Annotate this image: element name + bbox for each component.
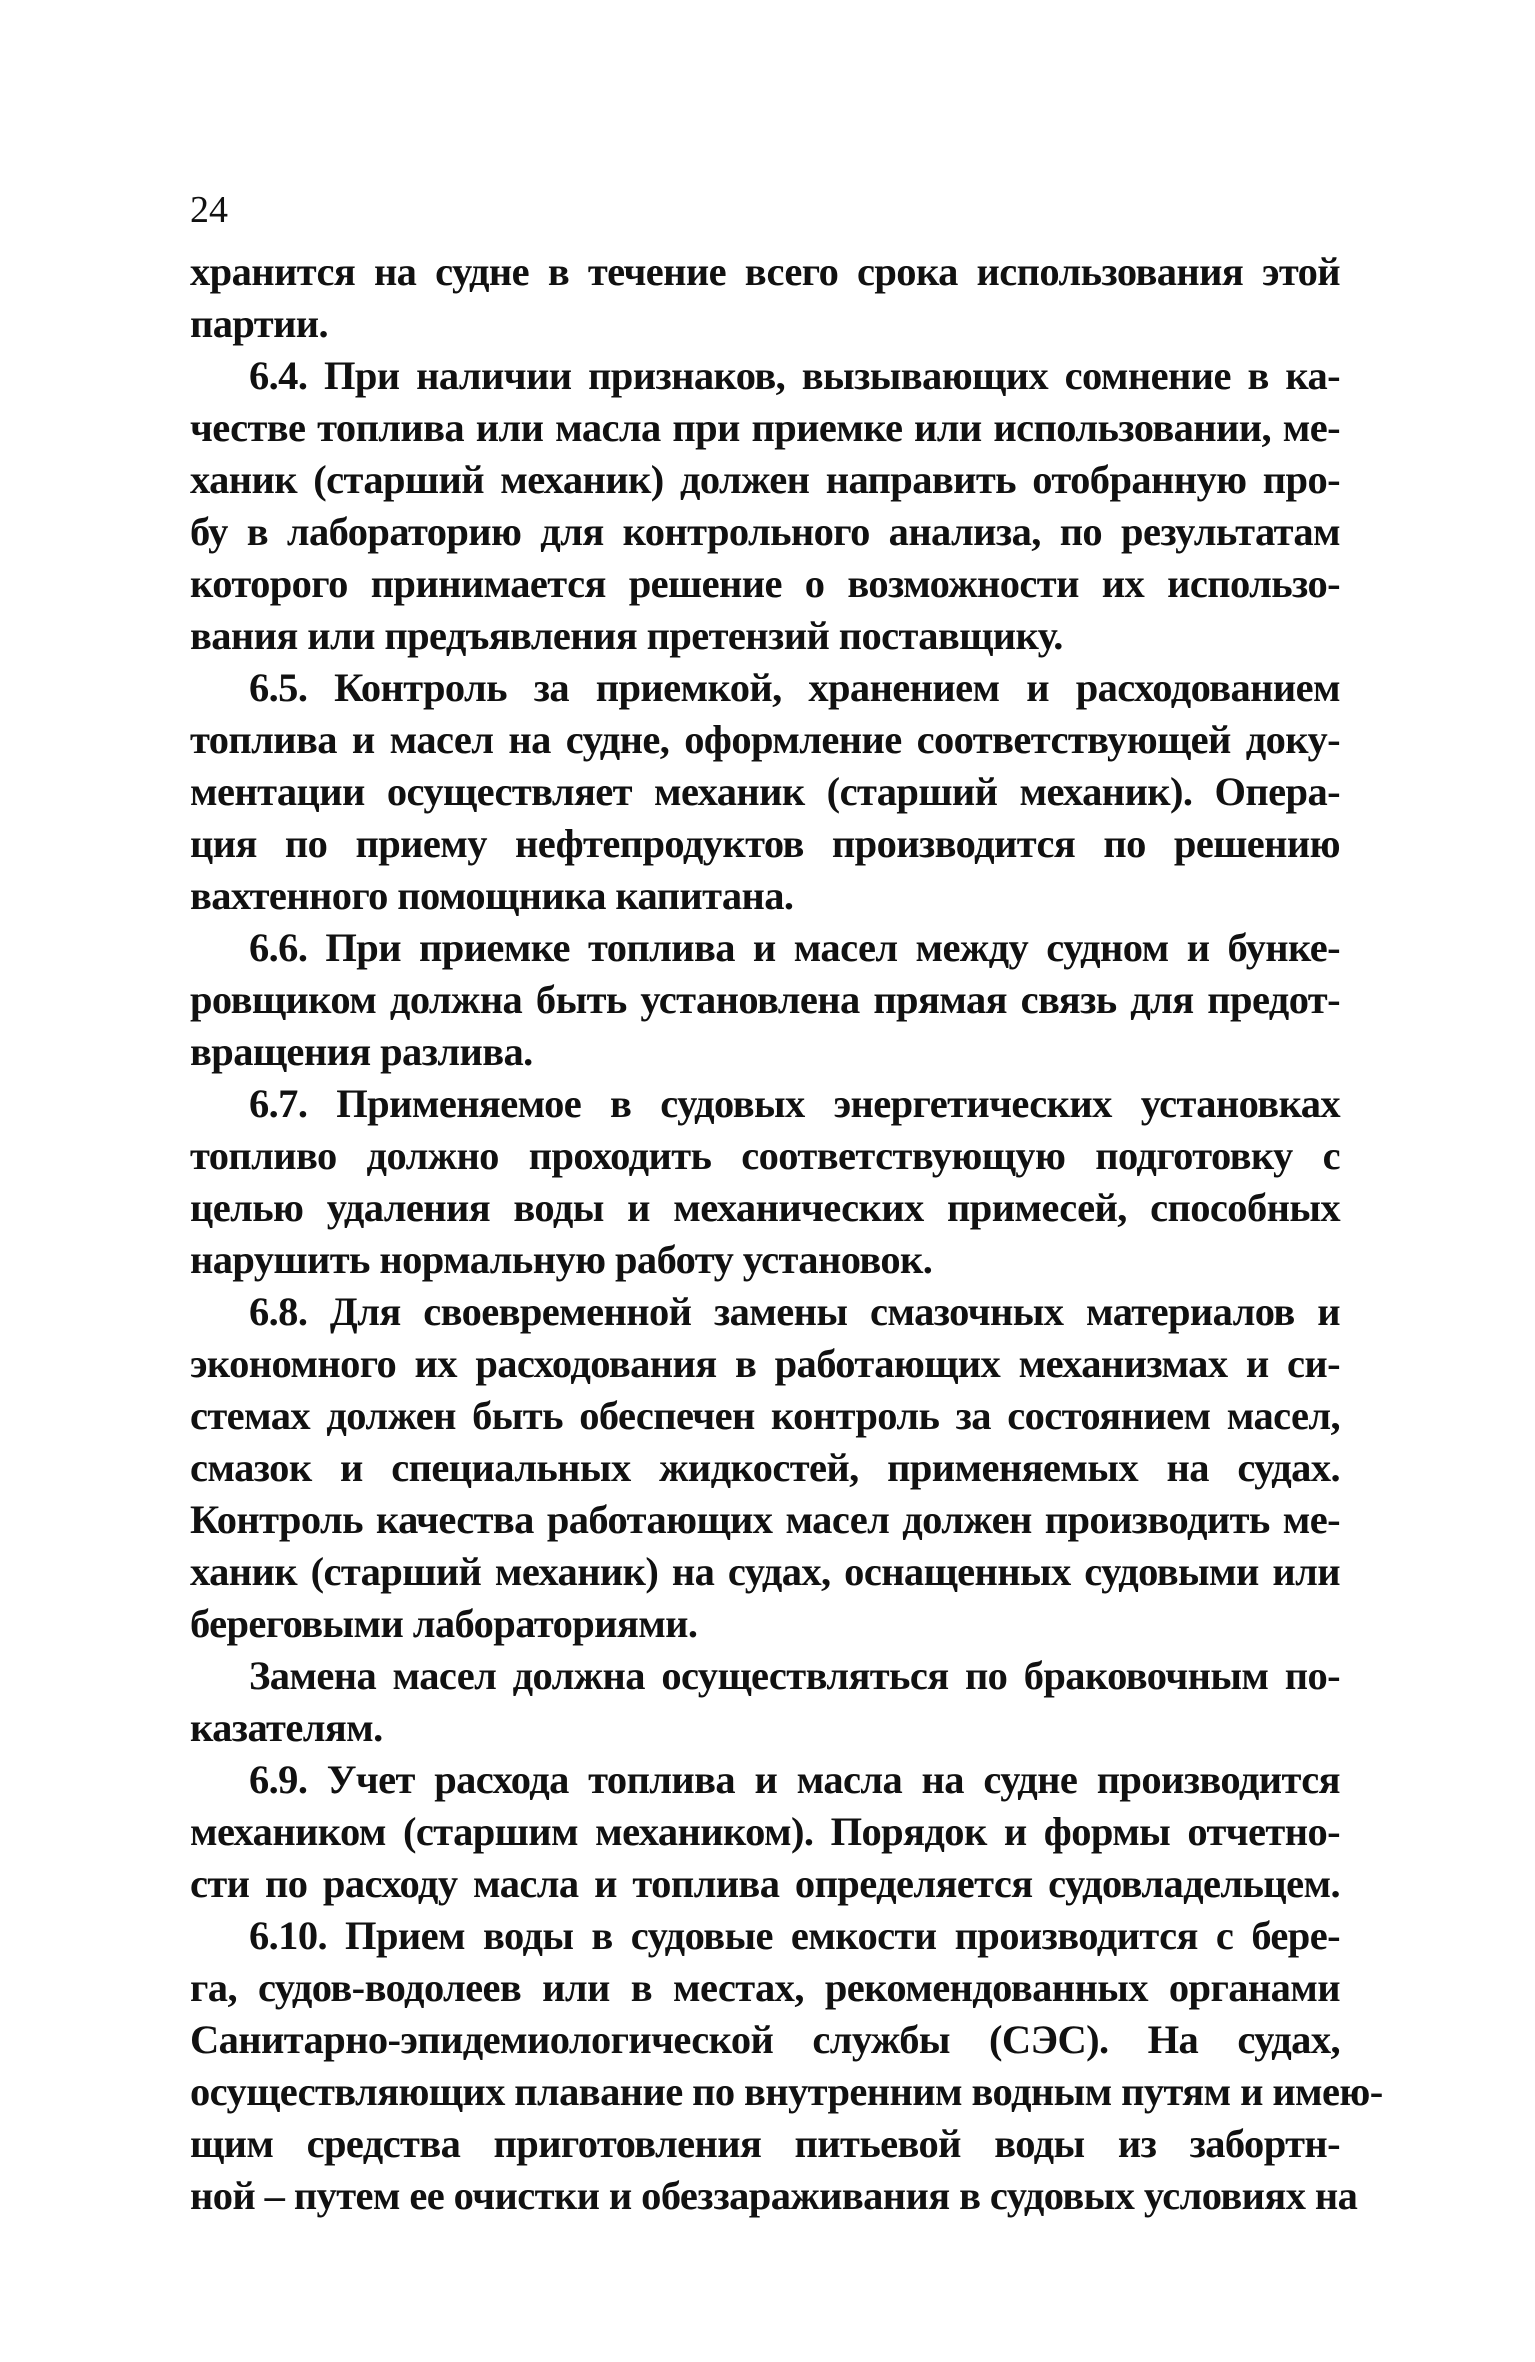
text-line: ханик (старший механик) на судах, оснащенных судовыми или [190,1549,1340,1594]
text-line: ментации осуществляет механик (старший механик). Опера- [190,769,1340,814]
text-line: экономного их расходования в работающих механизмах и си- [190,1341,1340,1386]
text-line: ровщиком должна быть установлена прямая связь для предот- [190,977,1340,1022]
text-line: целью удаления воды и механических примесей, способных [190,1185,1340,1230]
text-line: га, судов-водолеев или в местах, рекомендованных органами [190,1965,1340,2010]
text-line: ханик (старший механик) должен направить отобранную про- [190,457,1340,502]
text-line: 6.5. Контроль за приемкой, хранением и расходованием [249,665,1340,710]
text-line: сти по расходу масла и топлива определяется судовладельцем. [190,1861,1340,1906]
text-line: щим средства приготовления питьевой воды из забортн- [190,2121,1340,2166]
text-line: топлива и масел на судне, оформление соответствующей доку- [190,717,1340,762]
text-line: честве топлива или масла при приемке или использовании, ме- [190,405,1340,450]
text-line: береговыми лабораториями. [190,1601,698,1646]
text-line: 6.8. Для своевременной замены смазочных материалов и [249,1289,1340,1334]
text-line: вахтенного помощника капитана. [190,873,794,918]
page-number: 24 [190,189,228,231]
text-line: 6.9. Учет расхода топлива и масла на судне производится [249,1757,1340,1802]
text-line: Санитарно-эпидемиологической службы (СЭС). На судах, [190,2017,1340,2062]
text-line: казателям. [190,1705,383,1750]
text-line: нарушить нормальную работу установок. [190,1237,933,1282]
text-line: стемах должен быть обеспечен контроль за состоянием масел, [190,1393,1340,1438]
text-line: 6.4. При наличии признаков, вызывающих сомнение в ка- [249,353,1340,398]
text-line: 6.10. Прием воды в судовые емкости производится с бере- [249,1913,1340,1958]
text-line: вания или предъявления претензий поставщику. [190,613,1063,658]
text-line: вращения разлива. [190,1029,533,1074]
text-line: смазок и специальных жидкостей, применяемых на судах. [190,1445,1340,1490]
text-line: хранится на судне в течение всего срока использования этой [190,249,1340,294]
text-line: осуществляющих плавание по внутренним водным путям и имею- [190,2069,1383,2114]
text-line: Замена масел должна осуществляться по браковочным по- [249,1653,1340,1698]
text-line: которого принимается решение о возможности их использо- [190,561,1340,606]
text-line: 6.6. При приемке топлива и масел между судном и бунке- [249,925,1340,970]
text-line: 6.7. Применяемое в судовых энергетических установках [249,1081,1340,1126]
text-line: бу в лабораторию для контрольного анализа, по результатам [190,509,1340,554]
text-line: Контроль качества работающих масел должен производить ме- [190,1497,1340,1542]
text-line: механиком (старшим механиком). Порядок и формы отчетно- [190,1809,1340,1854]
text-line: партии. [190,301,329,346]
text-line: ция по приему нефтепродуктов производится по решению [190,821,1340,866]
text-line: ной – путем ее очистки и обеззараживания в судовых условиях на [190,2173,1358,2218]
text-line: топливо должно проходить соответствующую подготовку с [190,1133,1340,1178]
